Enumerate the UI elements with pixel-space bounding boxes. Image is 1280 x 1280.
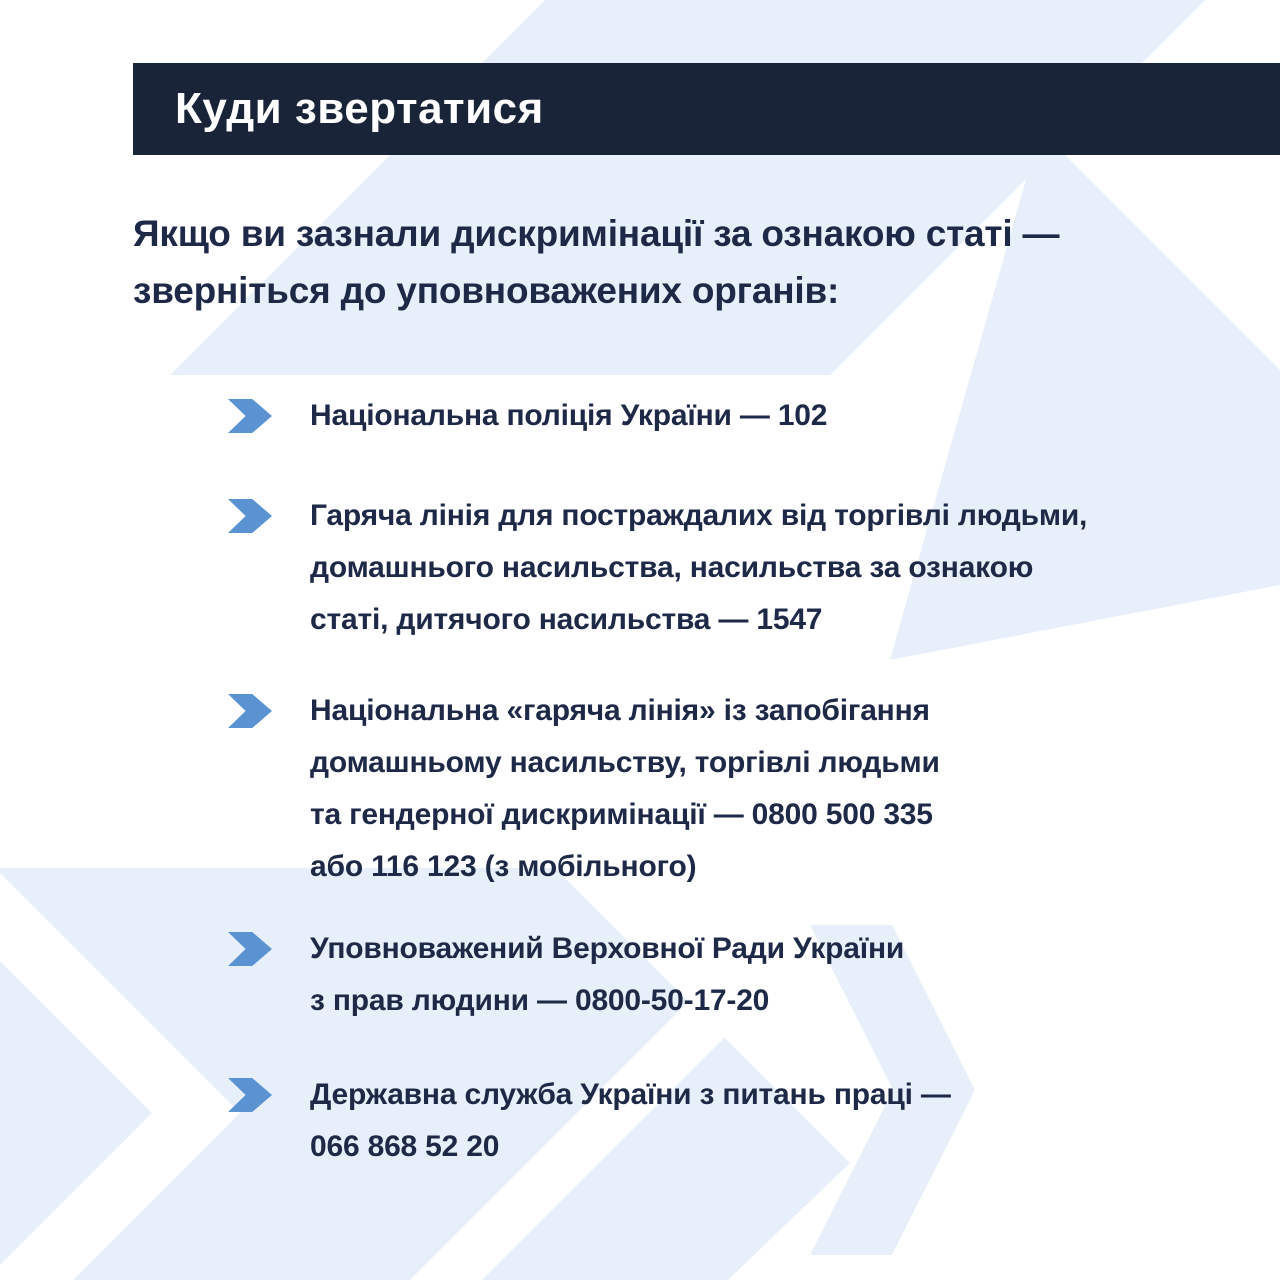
contact-lines: [310, 923, 904, 1027]
contact-lines: [310, 390, 827, 442]
contact-lines: [310, 490, 1087, 646]
header-bar: [133, 63, 1280, 155]
contact-line: Державна служба України з питань праці —: [310, 1078, 951, 1111]
contact-line: та гендерної дискримінації — 0800 500 335: [310, 798, 933, 831]
intro-line-2: зверніться до уповноважених органів:: [133, 270, 840, 311]
contact-item: [228, 1069, 1240, 1173]
chevron-bullet-icon: [228, 932, 272, 966]
contact-line: домашнього насильства, насильства за ознакою: [310, 551, 1034, 584]
chevron-bullet-icon: [228, 399, 272, 433]
chevron-bullet-icon: [228, 694, 272, 728]
intro-line-1: Якщо ви зазнали дискримінації за ознакою статі —: [133, 213, 1060, 254]
chevron-bullet-icon: [228, 499, 272, 533]
contacts-list: [228, 390, 1240, 1173]
contact-item: [228, 490, 1240, 646]
intro-text: [133, 205, 1059, 319]
contact-item: [228, 685, 1240, 893]
contact-item: [228, 390, 1240, 442]
contact-line: або 116 123 (з мобільного): [310, 850, 697, 883]
chevron-bullet-icon: [228, 1078, 272, 1112]
contact-item: [228, 923, 1240, 1027]
contact-line: домашньому насильству, торгівлі людьми: [310, 746, 940, 779]
contact-line: Гаряча лінія для постраждалих від торгівлі людьми,: [310, 499, 1088, 532]
contact-line: статі, дитячого насильства — 1547: [310, 603, 823, 636]
contact-line: Уповноважений Верховної Ради України: [310, 932, 905, 965]
contact-line: Національна «гаряча лінія» із запобігання: [310, 694, 930, 727]
contact-line: з прав людини — 0800-50-17-20: [310, 984, 770, 1017]
contact-lines: [310, 1069, 951, 1173]
contact-line: Національна поліція України — 102: [310, 399, 828, 432]
contact-lines: [310, 685, 940, 893]
page-title: Куди звертатися: [175, 84, 544, 133]
contact-line: 066 868 52 20: [310, 1130, 500, 1163]
